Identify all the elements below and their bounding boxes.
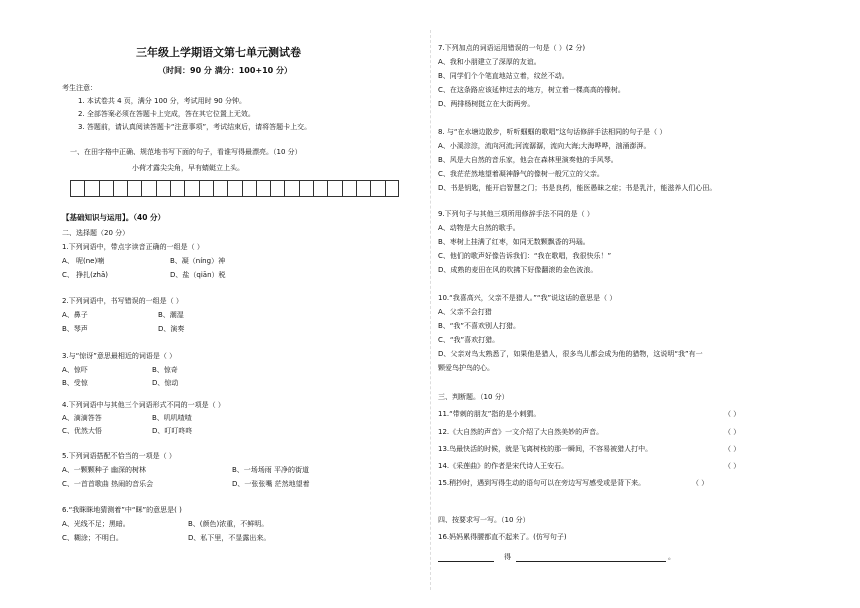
option: A、父亲不会打猎 [438,308,492,316]
option: D、成熟的麦田在风的吹拂下好像翻滚的金色波浪。 [438,266,598,274]
grid-cell[interactable] [270,180,284,197]
option: B、叽叽喳喳 [152,414,192,422]
grid-cell[interactable] [313,180,327,197]
judge-item: 15.稍抄时，遇到写得生动的语句可以在旁边写写感受或是背下来。 [438,479,646,487]
question-5: 5.下列词语搭配不恰当的一项是（ ） [62,452,176,460]
option: B、枣树上挂满了红枣，如同无数颗飘香的玛瑙。 [438,238,590,246]
option: A、光线不足；黑暗。 [62,520,130,528]
option: B、惊奇 [152,366,178,374]
question-7: 7.下列加点的词语运用错误的一句是（ ）(2 分) [438,44,586,52]
part3-heading: 三、判断题。（10 分） [438,393,509,401]
option: D、两排杨树挺立在大街两旁。 [438,100,535,108]
option: B、受惊 [62,379,88,387]
option: C、一首首歌曲 热闹的音乐会 [62,480,154,488]
grid-cell[interactable] [242,180,256,197]
option: B、琴声 [62,325,88,333]
part2-sub: 二、选择题（20 分） [62,229,130,237]
option: C、在这条路应该延伸过去的地方，树立着一棵高高的橡树。 [438,86,625,94]
grid-cell[interactable] [213,180,227,197]
question-6: 6.“我眯眯地猜测着”中“眯”的意思是( ) [62,506,182,514]
grid-cell[interactable] [227,180,241,197]
option: B、(颜色)浓重，不鲜明。 [188,520,269,528]
answer-paren[interactable]: （ ） [724,410,741,418]
option: C、优然大悟 [62,427,102,435]
question-16: 16.妈妈累得腰都直不起来了。(仿写句子) [438,533,567,541]
grid-cell[interactable] [342,180,356,197]
grid-cell[interactable] [370,180,384,197]
option: A、 呢(ne)喃 [62,257,105,265]
option: A、动物是大自然的歌手。 [438,224,520,232]
grid-cell[interactable] [327,180,341,197]
option: C、我茫茫然地望着凝神静气的像树一般冗立的父亲。 [438,170,604,178]
option-continued: 颗爱鸟护鸟的心。 [438,364,494,372]
option: D、父亲对鸟太熟悉了，如果他是猎人，很多鸟儿都会成为他的猎物，这说明“我”有一 [438,350,703,358]
option: D、书是钥匙，能开启智慧之门；书是良药，能医愚昧之症；书是乳汁，能滋养人们心田。 [438,184,717,192]
answer-paren[interactable]: （ ） [724,428,741,436]
answer-blank[interactable] [516,561,666,562]
part2-heading: 【基础知识与运用】。（40 分） [62,213,166,222]
grid-cell[interactable] [299,180,313,197]
option: C、 挣扎(zhā) [62,271,108,279]
grid-cell[interactable] [385,180,399,197]
option: B、潮湿 [158,311,184,319]
option: D、惊动 [152,379,179,387]
judge-item: 12.《大自然的声音》一文介绍了大自然美妙的声音。 [438,428,604,436]
grid-cell[interactable] [141,180,155,197]
note-item: 2. 全部答案必须在答题卡上完成，答在其它位置上无效。 [78,110,255,118]
judge-item: 14.《采莲曲》的作者是宋代诗人王安石。 [438,462,569,470]
grid-cell[interactable] [84,180,98,197]
question-2: 2.下列词语中，书写错误的一组是（ ） [62,297,183,305]
option: D、叮叮咚咚 [152,427,193,435]
grid-cell[interactable] [70,180,84,197]
note-item: 1. 本试卷共 4 页，满分 100 分，考试用时 90 分钟。 [78,97,246,105]
option: B、风是大自然的音乐家，他会在森林里演奏他的手风琴。 [438,156,618,164]
option: D、一张张嘴 茫然地望着 [232,480,310,488]
option: C、“我”喜欢打猎。 [438,336,500,344]
option: C、糊涂；不明白。 [62,534,123,542]
tianzige-grid [70,180,399,197]
option: B、一场场雨 平净的街道 [232,466,310,474]
grid-cell[interactable] [284,180,298,197]
grid-cell[interactable] [170,180,184,197]
grid-cell[interactable] [184,180,198,197]
option: D、私下里，不显露出来。 [188,534,271,542]
part1-sentence: 小荷才露尖尖角，早有蜻蜓立上头。 [132,164,244,172]
option: D、演奏 [158,325,185,333]
option: B、同学们个个笔直地站立着，纹丝不动。 [438,72,569,80]
option: A、我和小朋建立了深厚的友谊。 [438,58,541,66]
option: A、鼻子 [62,311,88,319]
judge-item: 13.鸟最快活的时候，就是飞离树枝的那一瞬间，不容易被猎人打中。 [438,445,653,453]
option: B、“我”不喜欢别人打猎。 [438,322,521,330]
question-10: 10.“我喜高兴，父亲不是猎人。”“我”说这话的意思是（ ） [438,294,617,302]
part4-heading: 四、按要求写一写。（10 分） [438,516,530,524]
note-item: 3. 答题前，请认真阅读答题卡“注意事项”，考试结束后，请将答题卡上交。 [78,123,312,131]
answer-paren[interactable]: （ ） [724,462,741,470]
question-8: 8. 与“在水塘边散步，听听蝈蝈的歌唱”这句话修辞手法相同的句子是（ ） [438,128,667,136]
option: C、他们的歌声好像告诉我们：“我在歌唱，我很快乐！” [438,252,612,260]
option: A、小溪淙淙，流向河流;河流潺潺，流向大海;大海哗哗，汹涌澎湃。 [438,142,651,150]
option: A、惊吓 [62,366,88,374]
answer-paren[interactable]: （ ） [724,445,741,453]
question-3: 3.与“惊讶”意思最相近的词语是（ ） [62,352,177,360]
notes-heading: 考生注意： [62,84,97,92]
option: A、滴滴答答 [62,414,102,422]
grid-cell[interactable] [256,180,270,197]
exam-subtitle: （时间：90 分 满分：100+10 分） [158,66,293,75]
question-4: 4.下列词语中与其他三个词语形式不同的一项是（ ） [62,401,225,409]
grid-cell[interactable] [113,180,127,197]
question-9: 9.下列句子与其他三项所用修辞手法不同的是（ ） [438,210,594,218]
part1-heading: 一、在田字格中正确、规范地书写下面的句子，看谁写得最漂亮。（10 分） [70,148,302,156]
grid-cell[interactable] [199,180,213,197]
grid-cell[interactable] [99,180,113,197]
column-divider [430,30,431,590]
grid-cell[interactable] [356,180,370,197]
answer-paren[interactable]: （ ） [692,479,709,487]
judge-item: 11.“带刺的朋友”指的是小刺猬。 [438,410,541,418]
de-char: 得 [504,553,511,561]
option: A、一颗颗种子 幽深的树林 [62,466,147,474]
grid-cell[interactable] [156,180,170,197]
option: B、凝（níng）神 [170,257,226,265]
exam-title: 三年级上学期语文第七单元测试卷 [136,46,301,59]
option: D、盐（qiān）税 [170,271,226,279]
sentence-end: 。 [668,553,675,561]
question-1: 1.下列词语中，带点字读音正确的一组是（ ） [62,243,204,251]
answer-blank[interactable] [438,561,494,562]
grid-cell[interactable] [127,180,141,197]
